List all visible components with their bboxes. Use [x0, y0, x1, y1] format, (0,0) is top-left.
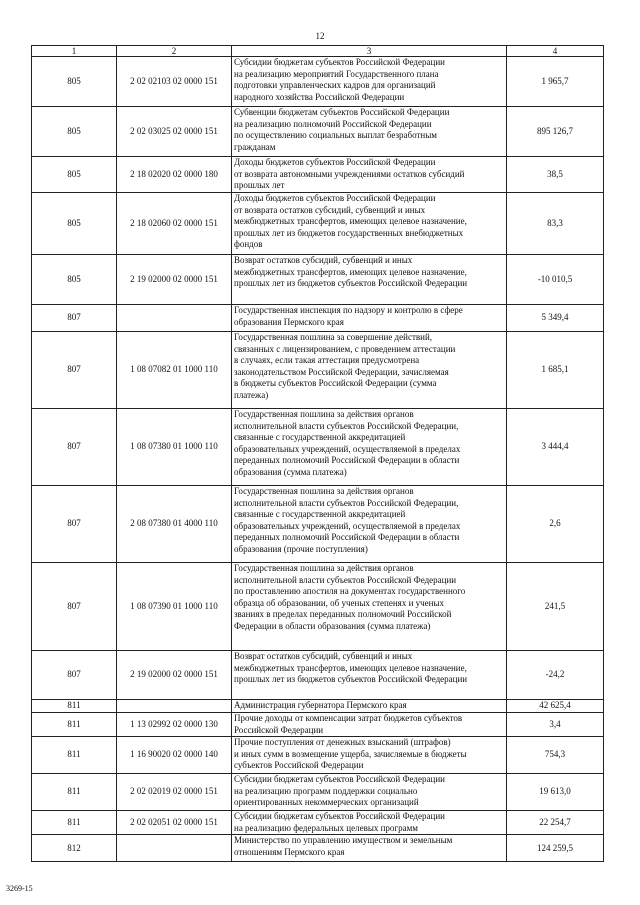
budget-code-cell: 2 19 02000 02 0000 151 — [117, 255, 232, 305]
table-row — [32, 332, 604, 409]
budget-code-cell: 1 13 02992 02 0000 130 — [117, 713, 232, 737]
revenue-name-cell: Субсидии бюджетам субъектов Российской Федерации на реализацию федеральных целевых программ — [232, 811, 507, 835]
table-row — [32, 409, 604, 486]
admin-code-cell: 805 — [32, 255, 117, 305]
revenue-name-cell: Государственная пошлина за действия органов исполнительной власти субъектов Российской Федерации по проставлению апостиля на документах государственного образца об образовании, об ученых степенях и ученых званиях в пределах переданных полномочий Российской Федерации в области образования (сумма платежа) — [232, 563, 507, 651]
amount-cell: 124 259,5 — [507, 835, 604, 862]
admin-code-cell: 811 — [32, 700, 117, 713]
column-header-4: 4 — [507, 46, 604, 57]
revenue-name-cell: Субвенции бюджетам субъектов Российской Федерации на реализацию полномочий Российской Федерации по осуществлению социальных выплат безработным гражданам — [232, 107, 507, 157]
table-row — [32, 305, 604, 332]
table-row — [32, 835, 604, 862]
revenue-table — [31, 45, 604, 862]
amount-cell: 895 126,7 — [507, 107, 604, 157]
table-body — [32, 57, 604, 862]
table-row — [32, 57, 604, 107]
revenue-name-cell: Доходы бюджетов субъектов Российской Федерации от возврата остатков субсидий, субвенций и иных межбюджетных трансфертов, имеющих целевое назначение, прошлых лет из бюджетов государственных внебюджетных фондов — [232, 193, 507, 255]
table-row — [32, 193, 604, 255]
revenue-name-cell: Возврат остатков субсидий, субвенций и иных межбюджетных трансфертов, имеющих целевое назначение, прошлых лет из бюджетов субъектов Российской Федерации — [232, 651, 507, 700]
table-row — [32, 486, 604, 563]
table-row — [32, 737, 604, 774]
admin-code-cell: 811 — [32, 713, 117, 737]
revenue-name-cell: Доходы бюджетов субъектов Российской Федерации от возврата автономными учреждениями остатков субсидий прошлых лет — [232, 157, 507, 193]
budget-code-cell: 2 02 02103 02 0000 151 — [117, 57, 232, 107]
budget-code-cell: 1 08 07380 01 1000 110 — [117, 409, 232, 486]
amount-cell: 2,6 — [507, 486, 604, 563]
budget-code-cell: 1 08 07082 01 1000 110 — [117, 332, 232, 409]
revenue-name-cell: Прочие доходы от компенсации затрат бюджетов субъектов Российской Федерации — [232, 713, 507, 737]
budget-code-cell: 2 02 02019 02 0000 151 — [117, 774, 232, 811]
amount-cell: 241,5 — [507, 563, 604, 651]
admin-code-cell: 807 — [32, 332, 117, 409]
budget-code-cell: 1 16 90020 02 0000 140 — [117, 737, 232, 774]
admin-code-cell: 805 — [32, 57, 117, 107]
amount-cell: 38,5 — [507, 157, 604, 193]
amount-cell: 754,3 — [507, 737, 604, 774]
admin-code-cell: 811 — [32, 811, 117, 835]
budget-code-cell — [117, 700, 232, 713]
admin-code-cell: 807 — [32, 563, 117, 651]
budget-code-cell — [117, 305, 232, 332]
table-row — [32, 651, 604, 700]
table-header-row — [32, 46, 604, 57]
table-row — [32, 700, 604, 713]
revenue-name-cell: Субсидии бюджетам субъектов Российской Федерации на реализацию программ поддержки социально ориентированных некоммерческих организаций — [232, 774, 507, 811]
amount-cell: 1 965,7 — [507, 57, 604, 107]
budget-code-cell — [117, 835, 232, 862]
footer-code: 3269-15 — [6, 884, 33, 893]
revenue-name-cell: Государственная пошлина за действия органов исполнительной власти субъектов Российской Федерации, связанные с государственной аккредитацией образовательных учреждений, осуществляемой в пределах переданных полномочий Российской Федерации в области образования (сумма платежа) — [232, 409, 507, 486]
admin-code-cell: 812 — [32, 835, 117, 862]
amount-cell: -10 010,5 — [507, 255, 604, 305]
admin-code-cell: 807 — [32, 651, 117, 700]
amount-cell: 3,4 — [507, 713, 604, 737]
table-row — [32, 563, 604, 651]
admin-code-cell: 807 — [32, 486, 117, 563]
amount-cell: 19 613,0 — [507, 774, 604, 811]
revenue-name-cell: Министерство по управлению имуществом и земельным отношениям Пермского края — [232, 835, 507, 862]
amount-cell: 1 685,1 — [507, 332, 604, 409]
table-row — [32, 255, 604, 305]
page-number: 12 — [315, 31, 325, 41]
table-row — [32, 107, 604, 157]
table-row — [32, 713, 604, 737]
admin-code-cell: 805 — [32, 193, 117, 255]
budget-code-cell: 2 02 02051 02 0000 151 — [117, 811, 232, 835]
revenue-name-cell: Государственная инспекция по надзору и контролю в сфере образования Пермского края — [232, 305, 507, 332]
column-header-1: 1 — [32, 46, 117, 57]
column-header-2: 2 — [117, 46, 232, 57]
amount-cell: 42 625,4 — [507, 700, 604, 713]
revenue-name-cell: Возврат остатков субсидий, субвенций и иных межбюджетных трансфертов, имеющих целевое назначение, прошлых лет из бюджетов субъектов Российской Федерации — [232, 255, 507, 305]
amount-cell: 5 349,4 — [507, 305, 604, 332]
amount-cell: 3 444,4 — [507, 409, 604, 486]
budget-code-cell: 2 18 02060 02 0000 151 — [117, 193, 232, 255]
budget-code-cell: 2 02 03025 02 0000 151 — [117, 107, 232, 157]
admin-code-cell: 805 — [32, 157, 117, 193]
amount-cell: -24,2 — [507, 651, 604, 700]
admin-code-cell: 807 — [32, 409, 117, 486]
admin-code-cell: 807 — [32, 305, 117, 332]
budget-code-cell: 1 08 07390 01 1000 110 — [117, 563, 232, 651]
budget-code-cell: 2 18 02020 02 0000 180 — [117, 157, 232, 193]
amount-cell: 22 254,7 — [507, 811, 604, 835]
table-row — [32, 774, 604, 811]
table-row — [32, 811, 604, 835]
budget-code-cell: 2 19 02000 02 0000 151 — [117, 651, 232, 700]
revenue-name-cell: Государственная пошлина за действия органов исполнительной власти субъектов Российской Федерации, связанные с государственной аккредитацией образовательных учреждений, осуществляемой в пределах переданных полномочий Российской Федерации в области образования (прочие поступления) — [232, 486, 507, 563]
revenue-name-cell: Прочие поступления от денежных взысканий (штрафов) и иных сумм в возмещение ущерба, зачисляемые в бюджеты субъектов Российской Федерации — [232, 737, 507, 774]
table-row — [32, 157, 604, 193]
revenue-name-cell: Администрация губернатора Пермского края — [232, 700, 507, 713]
admin-code-cell: 811 — [32, 737, 117, 774]
admin-code-cell: 811 — [32, 774, 117, 811]
budget-code-cell: 2 08 07380 01 4000 110 — [117, 486, 232, 563]
revenue-name-cell: Субсидии бюджетам субъектов Российской Федерации на реализацию мероприятий Государственного плана подготовки управленческих кадров для организаций народного хозяйства Российской Федерации — [232, 57, 507, 107]
amount-cell: 83,3 — [507, 193, 604, 255]
column-header-3: 3 — [232, 46, 507, 57]
admin-code-cell: 805 — [32, 107, 117, 157]
revenue-name-cell: Государственная пошлина за совершение действий, связанных с лицензированием, с проведением аттестации в случаях, если такая аттестация предусмотрена законодательством Российской Федерации, зачисляемая в бюджеты субъектов Российской Федерации (сумма платежа) — [232, 332, 507, 409]
